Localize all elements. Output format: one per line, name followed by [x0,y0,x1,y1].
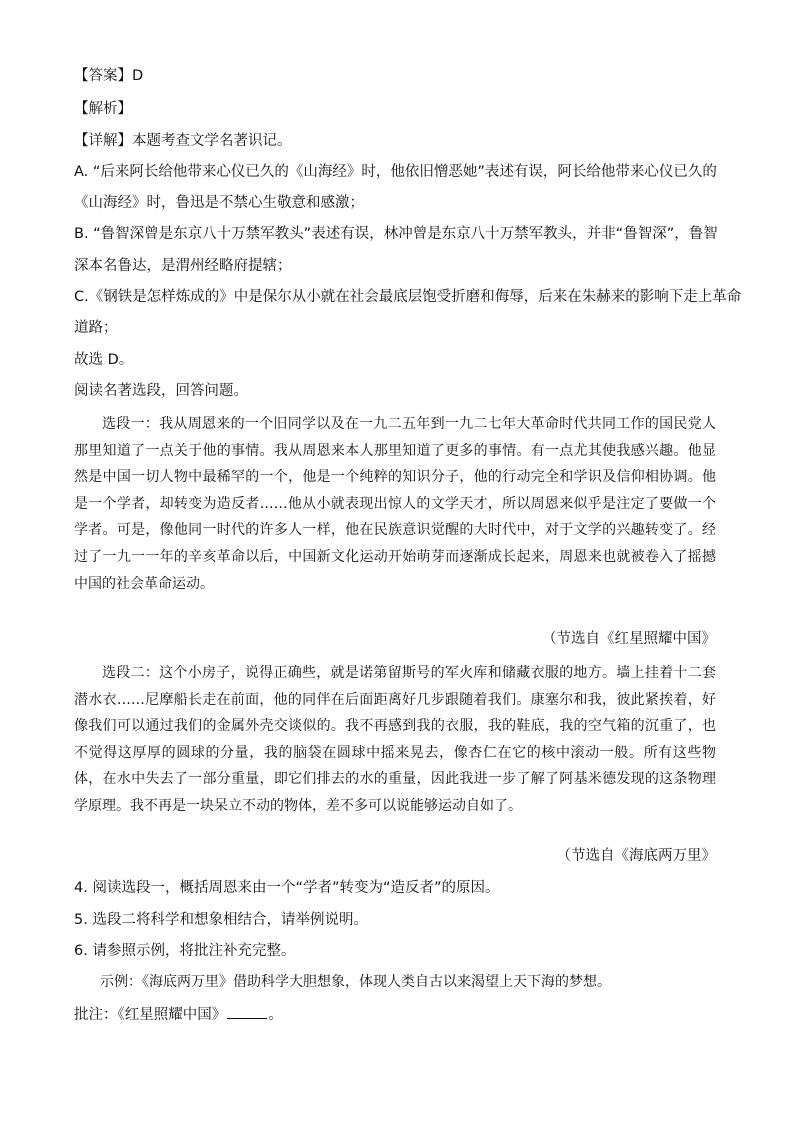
question-5: 5. 选段二将科学和想象相结合，请举例说明。 [74,912,368,928]
excerpt-one: 选段一：我从周恩来的一个旧同学以及在一九二五年到一九二七年大革命时代共同工作的国民党人那里知道了一点关于他的事情。我从周恩来本人那里知道了更多的事情。有一点尤其使我感兴趣。他显然是中国一切人物中最稀罕的一个，他是一个纯粹的知识分子，他的行动完全和学识及信仰相协调。他是一个学者，却转变为造反者……他从小就表现出惊人的文学天才，所以周恩来似乎是注定了要做一个学者。可是，像他同一时代的许多人一样，他在民族意识觉醒的大时代中，对于文学的兴趣转变了。经过了一九一一年的辛亥革命以后，中国新文化运动开始萌芽而逐渐成长起来，周恩来也就被卷入了摇撼中国的社会革命运动。 [74,416,716,592]
analysis-label: 【解析】 [74,101,132,117]
question-4: 4. 阅读选段一，概括周恩来由一个“学者”转变为“造反者”的原因。 [74,880,500,896]
annotation-label: 批注：《红星照耀中国》 [74,1007,227,1023]
annotation-blank[interactable] [227,1003,267,1019]
answer-line [74,66,143,86]
excerpt-two: 选段二：这个小房子，说得正确些，就是诺第留斯号的军火库和储藏衣服的地方。墙上挂着十二套潜水衣……尼摩船长走在前面，他的同伴在后面距离好几步跟随着我们。康塞尔和我，彼此紧挨着，好像我们可以通过我们的金属外壳交谈似的。我不再感到我的衣服，我的鞋底，我的空气箱的沉重了，也不觉得这厚厚的圆球的分量，我的脑袋在圆球中摇来晃去，像杏仁在它的核中滚动一般。所有这些物体，在水中失去了一部分重量，即它们排去的水的重量，因此我进一步了解了阿基米德发现的这条物理学原理。我不再是一块呆立不动的物体，差不多可以说能够运动自如了。 [74,665,716,814]
example-line: 示例：《海底两万里》借助科学大胆想象，体现人类自古以来渴望上天下海的梦想。 [100,974,611,990]
read-prompt: 阅读名著选段，回答问题。 [74,383,248,399]
option-b-line-2: 深本名鲁达，是渭州经略府提辖； [74,258,292,274]
option-a-line-1: A. “后来阿长给他带来心仪已久的《山海经》时，他依旧憎恶她”表述有误，阿长给他带来心仪已久的 [74,164,717,180]
option-a-line-2: 《山海经》时，鲁迅是不禁心生敬意和感激； [74,195,364,211]
question-6: 6. 请参照示例，将批注补充完整。 [74,943,296,959]
annotation-line [74,1003,283,1025]
option-b-line-1: B. “鲁智深曾是东京八十万禁军教头”表述有误，林冲曾是东京八十万禁军教头，并非“鲁智深”，鲁智 [74,226,718,242]
detail-line: 【详解】本题考查文学名著识记。 [74,133,292,149]
excerpt-one-source: （节选自《红星照耀中国》 [542,631,716,647]
choose-line: 故选 D。 [74,352,134,368]
answer-label: 【答案】 [74,68,132,84]
option-c-line-1: C.《钢铁是怎样炼成的》中是保尔从小就在社会最底层饱受折磨和侮辱，后来在朱赫来的影响下走上革命 [74,289,742,305]
answer-value: D [132,68,144,84]
excerpt-two-source: （节选自《海底两万里》 [556,848,716,864]
option-c-line-2: 道路； [74,320,118,336]
annotation-end: 。 [268,1007,283,1023]
